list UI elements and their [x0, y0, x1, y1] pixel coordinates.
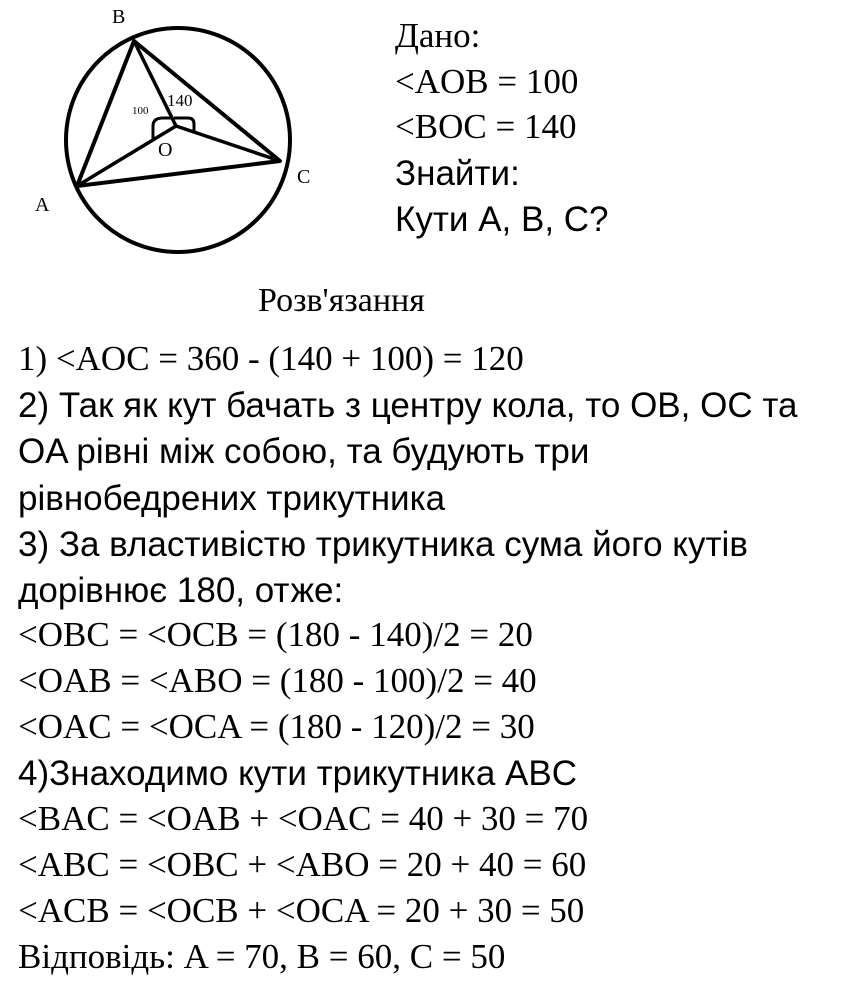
segment-oc: [176, 126, 280, 161]
label-c: C: [297, 166, 311, 188]
angle-label-aob: 100: [132, 105, 149, 117]
solution-line: <OAB = <ABO = (180 - 100)/2 = 40: [18, 661, 537, 700]
find-title: Знайти:: [395, 154, 520, 193]
label-b: B: [112, 6, 126, 28]
solution-line: <BAC = <OAB + <OAC = 40 + 30 = 70: [18, 799, 589, 838]
angle-label-boc: 140: [167, 91, 193, 110]
label-a: A: [35, 194, 50, 216]
solution-line: рівнобедрених трикутника: [18, 479, 446, 518]
solution-heading: Розв'язання: [258, 282, 425, 319]
solution-line: <ABC = <OBC + <ABO = 20 + 40 = 60: [18, 845, 587, 884]
solution-line: 3) За властивістю трикутника сума його кутів: [18, 525, 748, 564]
solution-line: дорівнює 180, отже:: [18, 571, 344, 610]
answer-line: Відповідь: A = 70, B = 60, C = 50: [18, 937, 506, 976]
solution-line: <OBC = <OCB = (180 - 140)/2 = 20: [18, 615, 533, 654]
find-question: Кути A, B, C?: [395, 200, 609, 239]
label-o: O: [158, 139, 173, 161]
given-angle-aob: <AOB = 100: [395, 62, 579, 101]
given-title: Дано:: [395, 16, 481, 55]
circle-triangle-figure: [0, 0, 380, 270]
solution-line: <ACB = <OCB + <OCA = 20 + 30 = 50: [18, 891, 585, 930]
solution-line: <OAC = <OCA = (180 - 120)/2 = 30: [18, 707, 535, 746]
solution-line: OA рівні між собою, та будують три: [18, 432, 590, 471]
solution-line: 4)Знаходимо кути трикутника ABC: [18, 754, 577, 793]
given-angle-boc: <BOC = 140: [395, 107, 577, 146]
triangle-abc: [77, 41, 280, 186]
solution-line: 1) <AOC = 360 - (140 + 100) = 120: [18, 339, 524, 378]
solution-line: 2) Так як кут бачать з центру кола, то OB, OC та: [18, 386, 798, 425]
